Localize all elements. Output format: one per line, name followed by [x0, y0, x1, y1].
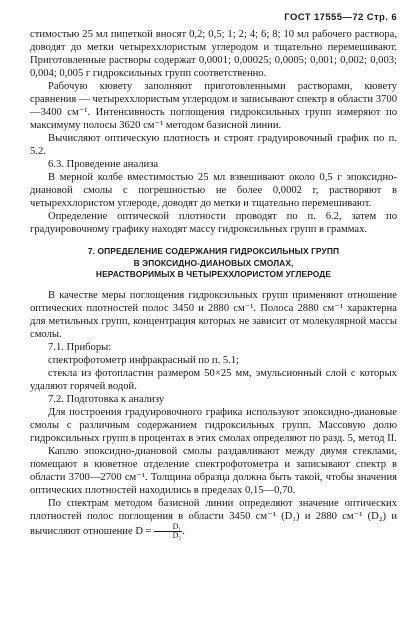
paragraph-absorption-measure: В качестве меры поглощения гидроксильных групп применяют отношение оптических плотностей полос 3450 и 2880 см⁻¹. Полоса 2880 см⁻¹ характерна для метильных групп, концентрация которых не зависит от молекулярной массы смолы. [30, 289, 397, 340]
section-7-heading [30, 246, 397, 281]
paragraph-cuvette: Рабочую кювету заполняют приготовленными растворами, кювету сравнения — четыреххлористым углеродом и записывают спектр в области 3700—3400 см⁻¹. Интенсивность поглощения гидроксильных групп измеряют по максимуму полосы 3620 см⁻¹ методом базисной линии. [30, 81, 397, 131]
paragraph-continuation: стимостью 25 мл пипеткой вносят 0,2; 0,5; 1; 2; 4; 6; 8; 10 мл рабочего раствора, доводят до метки четыреххлористым углеродом и тщательно перемешивают. Приготовленные растворы содержат 0,0001; 0,00025; 0,0005; 0,001; 0,002; 0,003; 0,004; 0,005 г гидроксильных групп соответственно. [30, 29, 397, 79]
paragraph-sample-prep: Каплю эпоксидно-диановой смолы раздавливают между двумя стеклами, помещают в кюветное отделение спектрофотометра и записывают спектр в области 3700—2700 см⁻¹. Толщина образца должна быть такой, чтобы значения оптических плотностей находились в пределах 0,15—0,70. [30, 445, 397, 496]
formula-denominator: D₂ [172, 530, 182, 540]
subsection-6-3-heading [30, 158, 397, 171]
paragraph-calibration: Вычисляют оптическую плотность и строят градуировочный график по п. 5.2. [30, 133, 397, 157]
section-7-line-1: 7. ОПРЕДЕЛЕНИЕ СОДЕРЖАНИЯ ГИДРОКСИЛЬНЫХ ГРУПП [87, 246, 340, 256]
list-item-glass-plates: стекла из фотопластин размером 50×25 мм, эмульсионный слой с которых удаляют горячей водой. [30, 367, 397, 392]
ratio-formula [154, 523, 183, 540]
list-item-spectrophotometer: спектрофотометр инфракрасный по п. 5.1; [48, 354, 240, 366]
formula-numerator: D₁ [154, 523, 183, 532]
subsection-7-1-heading: 7.1. Приборы: [48, 341, 112, 353]
document-body [30, 28, 397, 540]
paragraph-ratio-text: По спектрам методом базисной линии определяют значение оптических плотностей полос поглощения в области 3450 см⁻¹ (D₁) и 2880 см⁻¹ (D₂) и вычисляют отношение D = [30, 497, 397, 537]
paragraph-optical-density: Определение оптической плотности проводят по п. 6.2, затем по градуировочному графику находят массу гидроксильных групп в граммах. [30, 211, 397, 235]
formula-period: . [182, 525, 185, 537]
subsection-7-2-heading: 7.2. Подготовка к анализу [48, 393, 165, 405]
subsection-6-3-text: 6.3. Проведение анализа [48, 159, 159, 170]
section-7-line-2: В ЭПОКСИДНО-ДИАНОВЫХ СМОЛАХ, [133, 257, 294, 268]
page-header: ГОСТ 17555—72 Стр. 6 [284, 12, 397, 23]
paragraph-weighing: В мерной колбе вместимостью 25 мл взвешивают около 0,5 г эпоксидно-диановой смолы с погрешностью не более 0,0002 г, растворяют в четыреххлористом углероде, доводят до метки и тщательно перемешивают. [30, 172, 397, 209]
paragraph-ratio [30, 497, 397, 540]
section-7-line-3: НЕРАСТВОРИМЫХ В ЧЕТЫРЕХХЛОРИСТОМ УГЛЕРОДЕ [95, 269, 332, 279]
paragraph-calibration-resins: Для построения градуировочного графика используют эпоксидно-диановые смолы с различным содержанием гидроксильных групп. Массовую долю гидроксильных групп в процентах в этих смолах определяют по разд. 5, метод II. [30, 406, 397, 444]
